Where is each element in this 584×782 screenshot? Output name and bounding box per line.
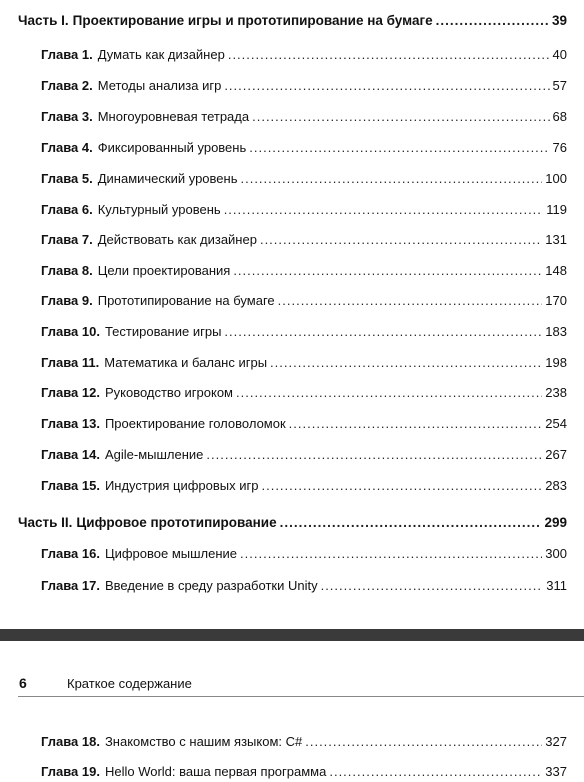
chapter-label: Глава 4. xyxy=(41,140,93,155)
chapter-page: 57 xyxy=(552,78,567,93)
chapter-label: Глава 14. xyxy=(41,447,100,462)
toc-chapter[interactable] xyxy=(41,77,567,95)
chapter-page: 183 xyxy=(545,324,567,339)
chapter-label: Глава 8. xyxy=(41,263,93,278)
running-head-rule xyxy=(18,696,584,697)
chapter-label: Глава 5. xyxy=(41,171,93,186)
chapter-title: Методы анализа игр xyxy=(97,78,222,93)
toc-chapter[interactable] xyxy=(41,415,567,433)
chapter-page: 337 xyxy=(545,764,567,779)
toc-chapter[interactable] xyxy=(41,354,567,372)
chapter-label: Глава 3. xyxy=(41,109,93,124)
part-title: Проектирование игры и прототипирование на бумаге xyxy=(72,13,433,28)
chapter-page: 300 xyxy=(545,546,567,561)
chapter-page: 198 xyxy=(545,355,567,370)
chapter-label: Глава 1. xyxy=(41,47,93,62)
chapter-title: Тестирование игры xyxy=(104,324,222,339)
toc-chapter[interactable] xyxy=(41,108,567,126)
chapter-title: Цифровое мышление xyxy=(104,546,238,561)
dot-leader xyxy=(289,415,543,433)
dot-leader xyxy=(240,545,542,563)
chapter-title: Введение в среду разработки Unity xyxy=(104,578,318,593)
dot-leader xyxy=(224,201,544,219)
chapter-title: Многоуровневая тетрада xyxy=(97,109,250,124)
toc-chapter[interactable] xyxy=(41,763,567,781)
toc-chapter[interactable] xyxy=(41,446,567,464)
chapter-label: Глава 9. xyxy=(41,293,93,308)
toc-chapter[interactable] xyxy=(41,577,567,595)
chapter-title: Фиксированный уровень xyxy=(97,140,247,155)
chapter-label: Глава 17. xyxy=(41,578,100,593)
chapter-label: Глава 18. xyxy=(41,734,100,749)
chapter-title: Индустрия цифровых игр xyxy=(104,478,259,493)
toc-part-2[interactable] xyxy=(18,514,567,532)
chapter-page: 327 xyxy=(545,734,567,749)
running-head xyxy=(19,674,192,693)
chapter-label: Глава 10. xyxy=(41,324,100,339)
chapter-page: 311 xyxy=(546,578,567,593)
chapter-title: Цели проектирования xyxy=(97,263,231,278)
chapter-label: Глава 6. xyxy=(41,202,93,217)
toc-chapter[interactable] xyxy=(41,323,567,341)
dot-leader xyxy=(436,12,549,30)
dot-leader xyxy=(305,733,542,751)
chapter-label: Глава 7. xyxy=(41,232,93,247)
dot-leader xyxy=(228,46,550,64)
chapter-page: 148 xyxy=(545,263,567,278)
chapter-title: Проектирование головоломок xyxy=(104,416,286,431)
toc-chapter[interactable] xyxy=(41,733,567,751)
toc-chapter[interactable] xyxy=(41,292,567,310)
chapter-label: Глава 15. xyxy=(41,478,100,493)
toc-chapter[interactable] xyxy=(41,139,567,157)
running-head-title: Краткое содержание xyxy=(67,676,192,691)
dot-leader xyxy=(236,384,542,402)
chapter-page: 238 xyxy=(545,385,567,400)
toc-chapter[interactable] xyxy=(41,46,567,64)
chapter-page: 131 xyxy=(545,232,567,247)
chapter-label: Глава 11. xyxy=(41,355,100,370)
dot-leader xyxy=(280,514,542,532)
dot-leader xyxy=(249,139,549,157)
dot-leader xyxy=(252,108,549,126)
dot-leader xyxy=(206,446,542,464)
chapter-page: 254 xyxy=(545,416,567,431)
dot-leader xyxy=(270,354,542,372)
chapter-label: Глава 16. xyxy=(41,546,100,561)
toc-part-1[interactable] xyxy=(18,12,567,30)
dot-leader xyxy=(240,170,542,188)
chapter-page: 76 xyxy=(552,140,567,155)
chapter-label: Глава 13. xyxy=(41,416,100,431)
toc-chapter[interactable] xyxy=(41,384,567,402)
toc-chapter[interactable] xyxy=(41,545,567,563)
page-separator xyxy=(0,629,584,641)
dot-leader xyxy=(233,262,542,280)
chapter-label: Глава 19. xyxy=(41,764,100,779)
chapter-title: Прототипирование на бумаге xyxy=(97,293,275,308)
chapter-page: 100 xyxy=(545,171,567,186)
chapter-title: Математика и баланс игры xyxy=(104,355,268,370)
chapter-title: Руководство игроком xyxy=(104,385,233,400)
dot-leader xyxy=(260,231,542,249)
chapter-title: Культурный уровень xyxy=(97,202,221,217)
chapter-page: 40 xyxy=(552,47,567,62)
toc-chapter[interactable] xyxy=(41,201,567,219)
part-page: 39 xyxy=(551,13,567,28)
dot-leader xyxy=(278,292,543,310)
chapter-page: 119 xyxy=(546,202,567,217)
part-label: Часть II. xyxy=(18,515,73,530)
dot-leader xyxy=(224,323,542,341)
chapter-title: Действовать как дизайнер xyxy=(97,232,257,247)
dot-leader xyxy=(261,477,542,495)
toc-chapter[interactable] xyxy=(41,262,567,280)
toc-chapter[interactable] xyxy=(41,477,567,495)
chapter-page: 68 xyxy=(552,109,567,124)
part-title: Цифровое прототипирование xyxy=(76,515,277,530)
chapter-label: Глава 2. xyxy=(41,78,93,93)
chapter-page: 283 xyxy=(545,478,567,493)
dot-leader xyxy=(329,763,542,781)
part-page: 299 xyxy=(544,515,567,530)
dot-leader xyxy=(224,77,549,95)
chapter-title: Hello World: ваша первая программа xyxy=(104,764,327,779)
chapter-page: 267 xyxy=(545,447,567,462)
chapter-title: Думать как дизайнер xyxy=(97,47,225,62)
toc-chapter[interactable] xyxy=(41,231,567,249)
part-label: Часть I. xyxy=(18,13,69,28)
dot-leader xyxy=(321,577,544,595)
chapter-page: 170 xyxy=(545,293,567,308)
chapter-title: Динамический уровень xyxy=(97,171,238,186)
chapter-title: Знакомство с нашим языком: C# xyxy=(104,734,303,749)
toc-chapter[interactable] xyxy=(41,170,567,188)
page-number: 6 xyxy=(19,675,27,691)
chapter-label: Глава 12. xyxy=(41,385,100,400)
chapter-title: Agile-мышление xyxy=(104,447,204,462)
